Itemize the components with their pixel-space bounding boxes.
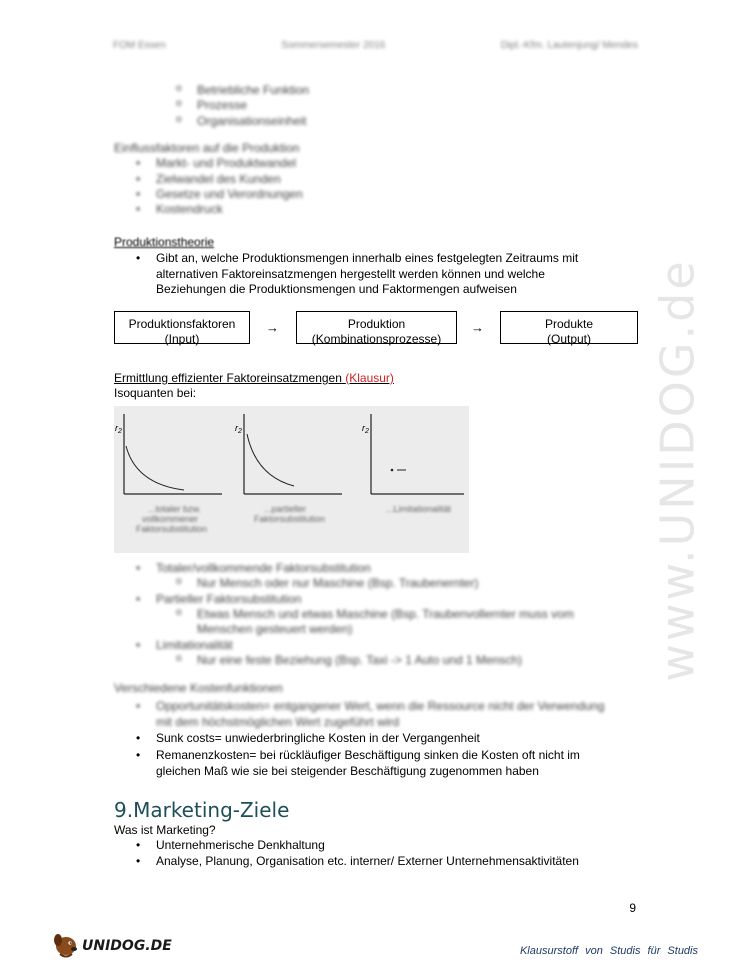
caption-total: ...totaler bzw. vollkommener Faktorsubstitution <box>136 504 208 534</box>
list-item: • Kostendruck <box>114 202 634 217</box>
theorie-line: Beziehungen die Produktionsmengen und Faktormengen aufweisen <box>156 282 517 297</box>
list-item: • Totaler/vollkommende Faktorsubstitution <box>114 561 639 576</box>
header-left: FOM Essen <box>113 40 166 51</box>
watermark: www.UNIDOG.de <box>650 258 705 682</box>
kosten-line: gleichen Maß wie sie bei steigender Beschäftigung zugenommen haben <box>156 763 539 778</box>
input-box <box>114 311 250 344</box>
header-right: Dipl.-Kfm. Lautenjung/ Mendes <box>500 40 638 51</box>
isoquant-figure <box>114 406 469 553</box>
arrow-right-icon: → <box>471 320 484 335</box>
einfluss-section <box>114 141 634 218</box>
ermittlung-section <box>114 371 394 402</box>
marketing-section <box>114 823 639 869</box>
input-box-sub: (Input) <box>164 332 200 346</box>
kosten-heading: Verschiedene Kostenfunktionen <box>114 681 283 695</box>
list-item: • Analyse, Planung, Organisation etc. interner/ Externer Unternehmensaktivitäten <box>114 854 639 869</box>
kosten-line: • Opportunitätskosten= entgangener Wert, wenn die Ressource nicht der Verwendung <box>156 699 605 714</box>
list-item: o Etwas Mensch und etwas Maschine (Bsp. Traubenvollernter muss vom <box>114 607 639 622</box>
production-box-title: Produktion <box>347 317 406 331</box>
list-item <box>114 699 639 730</box>
axis-label: $r_2$ <box>362 423 369 435</box>
theorie-line: • Gibt an, welche Produktionsmengen innerhalb eines festgelegten Zeitraums mit <box>156 251 579 266</box>
list-item: o Prozesse <box>114 98 634 113</box>
kosten-line: mit dem höchstmöglichen Wert zugeführt wird <box>156 714 400 729</box>
kosten-section <box>114 681 639 779</box>
list-item: • Markt- und Produktwandel <box>114 156 634 171</box>
list-item: • Sunk costs= unwiederbringliche Kosten in der Vergangenheit <box>114 731 639 746</box>
output-box-title: Produkte <box>544 317 594 331</box>
axis-label: $r_2$ <box>115 423 122 435</box>
isoquant-graphs <box>114 406 469 553</box>
output-box-sub: (Output) <box>546 332 591 346</box>
dog-icon <box>52 928 177 960</box>
list-item: o Betriebliche Funktion <box>114 83 634 98</box>
page-number: 9 <box>629 901 636 915</box>
logo-text: UNIDOG.DE <box>82 938 172 954</box>
arrow-right-icon: → <box>266 320 279 335</box>
theorie-heading: Produktionstheorie <box>114 235 215 249</box>
kosten-line: • Remanenzkosten= bei rückläufiger Beschäftigung sinken die Kosten oft nicht im <box>156 748 580 763</box>
graph-partial-substitution <box>235 414 342 494</box>
caption-partial: ...partieller Faktorsubstitution <box>254 504 326 524</box>
einfluss-heading: Einflussfaktoren auf die Produktion <box>114 141 300 155</box>
section-title: 9.Marketing-Ziele <box>114 798 290 822</box>
unidog-logo <box>52 928 177 960</box>
production-box-sub: (Kombinationsprozesse) <box>311 332 442 346</box>
list-item: • Limitationalität <box>114 638 639 653</box>
list-item: Menschen gesteuert werden) <box>197 622 353 637</box>
ermittlung-heading-text: Ermittlung effizienter Faktoreinsatzmengen <box>114 371 342 385</box>
list-item <box>114 748 639 779</box>
theorie-bullet <box>114 251 639 297</box>
theorie-section <box>114 235 639 297</box>
graph-limitationality <box>362 414 464 494</box>
axis-label: $r_2$ <box>235 423 242 435</box>
list-item: • Partieller Faktorsubstitution <box>114 592 639 607</box>
output-box <box>500 311 638 344</box>
list-item: • Unternehmerische Denkhaltung <box>114 838 639 853</box>
list-item: o Nur eine feste Beziehung (Bsp. Taxi -> 1 Auto und 1 Mensch) <box>114 653 639 668</box>
header-center: Sommersemester 2016 <box>281 40 386 51</box>
footer-tagline: Klausurstoff von Studis für Studis <box>519 945 698 957</box>
list-item: o Organisationseinheit <box>114 114 634 129</box>
caption-limitational: ...Limitationalität <box>386 504 452 514</box>
einfluss-list <box>114 156 634 217</box>
list-item: o Nur Mensch oder nur Maschine (Bsp. Traubenernter) <box>114 576 639 591</box>
top-sub-list <box>114 83 634 129</box>
input-box-title: Produktionsfaktoren <box>128 317 236 331</box>
graph-total-substitution <box>115 414 222 494</box>
klausur-tag: (Klausur) <box>345 371 394 385</box>
theorie-line: alternativen Faktoreinsatzmengen hergestellt werden können und welche <box>156 266 545 281</box>
list-item: • Gesetze und Verordnungen <box>114 187 634 202</box>
list-item: • Zielwandel des Kunden <box>114 172 634 187</box>
ermittlung-heading <box>114 371 394 386</box>
page-header <box>113 40 638 53</box>
marketing-question: Was ist Marketing? <box>114 823 216 837</box>
ermittlung-subtitle: Isoquanten bei: <box>114 386 197 401</box>
production-box <box>296 311 457 344</box>
substitution-section <box>114 561 639 669</box>
